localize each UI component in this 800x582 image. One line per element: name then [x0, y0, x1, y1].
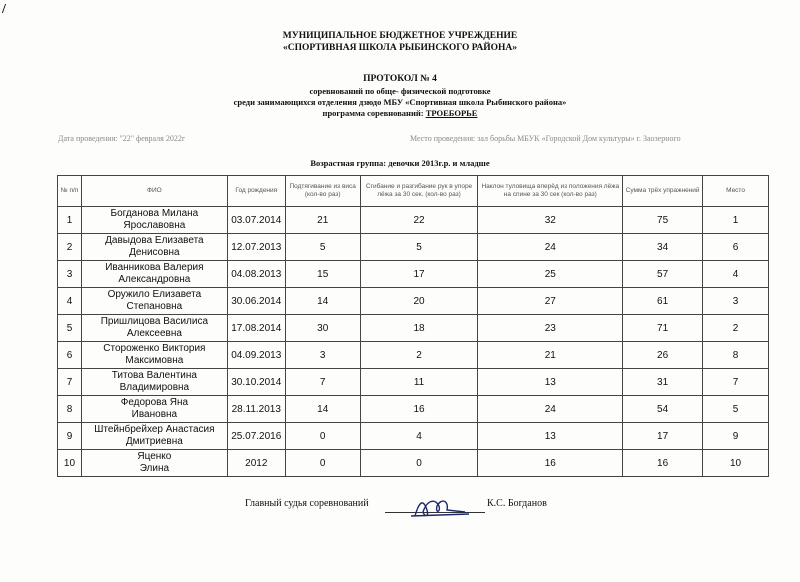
judge-name: К.С. Богданов: [487, 498, 547, 509]
cell-pushups: 11: [360, 369, 478, 396]
program-name: ТРОЕБОРЬЕ: [425, 108, 478, 118]
table-row: [58, 423, 769, 450]
cell-sum: 54: [623, 396, 703, 423]
cell-pullups: 0: [285, 423, 360, 450]
cell-name: [81, 342, 227, 369]
header-birth: Год рождения: [227, 176, 285, 207]
header-place: Место: [703, 176, 769, 207]
cell-situps: 24: [478, 396, 623, 423]
header-situps: Наклон туловища вперёд из положения лёжа на спине за 30 сек (кол-во раз): [478, 176, 623, 207]
cell-birth: 12.07.2013: [227, 234, 285, 261]
table-row: [58, 450, 769, 477]
cell-sum: 34: [623, 234, 703, 261]
cell-place: 2: [703, 315, 769, 342]
cell-pullups: 15: [285, 261, 360, 288]
cell-pullups: 0: [285, 450, 360, 477]
judge-label: Главный судья соревнований: [245, 498, 369, 509]
cell-birth: 28.11.2013: [227, 396, 285, 423]
cell-sum: 31: [623, 369, 703, 396]
cell-number: 2: [58, 234, 82, 261]
cell-situps: 25: [478, 261, 623, 288]
cell-situps: 16: [478, 450, 623, 477]
name-surname: Иванникова Валерия: [105, 262, 204, 273]
cell-pushups: 0: [360, 450, 478, 477]
cell-pullups: 3: [285, 342, 360, 369]
cell-birth: 17.08.2014: [227, 315, 285, 342]
program-label: программа соревнований:: [322, 108, 426, 118]
cell-number: 5: [58, 315, 82, 342]
cell-pushups: 4: [360, 423, 478, 450]
cell-place: 3: [703, 288, 769, 315]
table-row: [58, 288, 769, 315]
table-header-row: [58, 176, 769, 207]
header-pushups: Сгибание и разгибание рук в упоре лёжа за 30 сек. (кол-во раз): [360, 176, 478, 207]
protocol-subtitle: соревнований по обще- физической подготовке: [309, 86, 491, 96]
cell-pushups: 17: [360, 261, 478, 288]
cell-situps: 24: [478, 234, 623, 261]
cell-number: 6: [58, 342, 82, 369]
name-surname: Оружило Елизавета: [107, 289, 202, 300]
cell-sum: 57: [623, 261, 703, 288]
cell-name: [81, 261, 227, 288]
cell-name: [81, 234, 227, 261]
name-patronymic: Денисовна: [129, 247, 180, 258]
cell-sum: 61: [623, 288, 703, 315]
results-table: [57, 175, 769, 477]
header-sum: Сумма трёх упражнений: [623, 176, 703, 207]
cell-situps: 23: [478, 315, 623, 342]
cell-birth: 03.07.2014: [227, 207, 285, 234]
name-patronymic: Максимовна: [125, 355, 184, 366]
cell-birth: 30.10.2014: [227, 369, 285, 396]
cell-pullups: 7: [285, 369, 360, 396]
name-patronymic: Дмитриевна: [125, 436, 183, 447]
cell-situps: 13: [478, 369, 623, 396]
cell-place: 5: [703, 396, 769, 423]
cell-pullups: 30: [285, 315, 360, 342]
cell-name: [81, 423, 227, 450]
event-date: Дата проведения: "22" февраля 2022г: [58, 134, 186, 143]
name-surname: Давыдова Елизавета: [105, 235, 204, 246]
name-patronymic: Ярославовна: [123, 220, 186, 231]
cell-place: 10: [703, 450, 769, 477]
table-row: [58, 315, 769, 342]
table-row: [58, 234, 769, 261]
name-surname: Штейнбрейхер Анастасия: [94, 424, 215, 435]
name-patronymic: Ивановна: [131, 409, 178, 420]
cell-name: [81, 207, 227, 234]
cell-number: 10: [58, 450, 82, 477]
cell-pushups: 22: [360, 207, 478, 234]
table-row: [58, 369, 769, 396]
name-patronymic: Владимировна: [119, 382, 190, 393]
cell-sum: 71: [623, 315, 703, 342]
name-surname: Федорова Яна: [120, 397, 189, 408]
cell-birth: 04.08.2013: [227, 261, 285, 288]
protocol-participants: среди занимающихся отделения дзюдо МБУ «Спортивная школа Рыбинского района»: [233, 97, 567, 107]
protocol-title: ПРОТОКОЛ № 4: [363, 74, 437, 84]
cell-number: 7: [58, 369, 82, 396]
cell-name: [81, 396, 227, 423]
cell-sum: 75: [623, 207, 703, 234]
cell-situps: 27: [478, 288, 623, 315]
cell-birth: 04.09.2013: [227, 342, 285, 369]
cell-place: 7: [703, 369, 769, 396]
cell-place: 4: [703, 261, 769, 288]
table-row: [58, 261, 769, 288]
header-number: № п/п: [58, 176, 82, 207]
cell-pullups: 14: [285, 288, 360, 315]
cell-number: 8: [58, 396, 82, 423]
cell-pullups: 21: [285, 207, 360, 234]
org-name-line1: МУНИЦИПАЛЬНОЕ БЮДЖЕТНОЕ УЧРЕЖДЕНИЕ: [282, 31, 518, 41]
cell-number: 9: [58, 423, 82, 450]
cell-pullups: 14: [285, 396, 360, 423]
cell-name: [81, 315, 227, 342]
cell-situps: 21: [478, 342, 623, 369]
cell-pushups: 5: [360, 234, 478, 261]
protocol-program: [0, 108, 800, 118]
cell-number: 4: [58, 288, 82, 315]
table-row: [58, 396, 769, 423]
cell-pushups: 2: [360, 342, 478, 369]
cell-pushups: 20: [360, 288, 478, 315]
cell-pullups: 5: [285, 234, 360, 261]
name-patronymic: Элина: [139, 463, 170, 474]
name-surname: Богданова Милана: [110, 208, 199, 219]
scan-corner-mark: /: [2, 2, 6, 17]
handwritten-signature: [405, 492, 475, 522]
cell-place: 9: [703, 423, 769, 450]
name-patronymic: Алексеевна: [126, 328, 182, 339]
cell-sum: 17: [623, 423, 703, 450]
table-row: [58, 207, 769, 234]
cell-place: 1: [703, 207, 769, 234]
cell-name: [81, 288, 227, 315]
cell-birth: 2012: [227, 450, 285, 477]
name-patronymic: Степановна: [126, 301, 183, 312]
age-group: Возрастная группа: девочки 2013г.р. и младше: [310, 158, 490, 168]
cell-place: 6: [703, 234, 769, 261]
org-name-line2: «СПОРТИВНАЯ ШКОЛА РЫБИНСКОГО РАЙОНА»: [282, 43, 518, 53]
cell-pushups: 16: [360, 396, 478, 423]
cell-sum: 16: [623, 450, 703, 477]
name-surname: Пришлицова Василиса: [100, 316, 209, 327]
header-name: ФИО: [81, 176, 227, 207]
name-patronymic: Александровна: [118, 274, 191, 285]
name-surname: Титова Валентина: [111, 370, 197, 381]
cell-number: 1: [58, 207, 82, 234]
name-surname: Стороженко Виктория: [103, 343, 206, 354]
table-row: [58, 342, 769, 369]
cell-number: 3: [58, 261, 82, 288]
header-pullups: Подтягивание из виса (кол-во раз): [285, 176, 360, 207]
cell-birth: 25.07.2016: [227, 423, 285, 450]
cell-situps: 13: [478, 423, 623, 450]
cell-place: 8: [703, 342, 769, 369]
cell-name: [81, 450, 227, 477]
cell-pushups: 18: [360, 315, 478, 342]
event-place: Место проведения: зал борьбы МБУК «Городской Дом культуры» г. Заозерного: [410, 134, 681, 143]
cell-name: [81, 369, 227, 396]
name-surname: Яценко: [137, 451, 172, 462]
cell-situps: 32: [478, 207, 623, 234]
cell-sum: 26: [623, 342, 703, 369]
cell-birth: 30.06.2014: [227, 288, 285, 315]
